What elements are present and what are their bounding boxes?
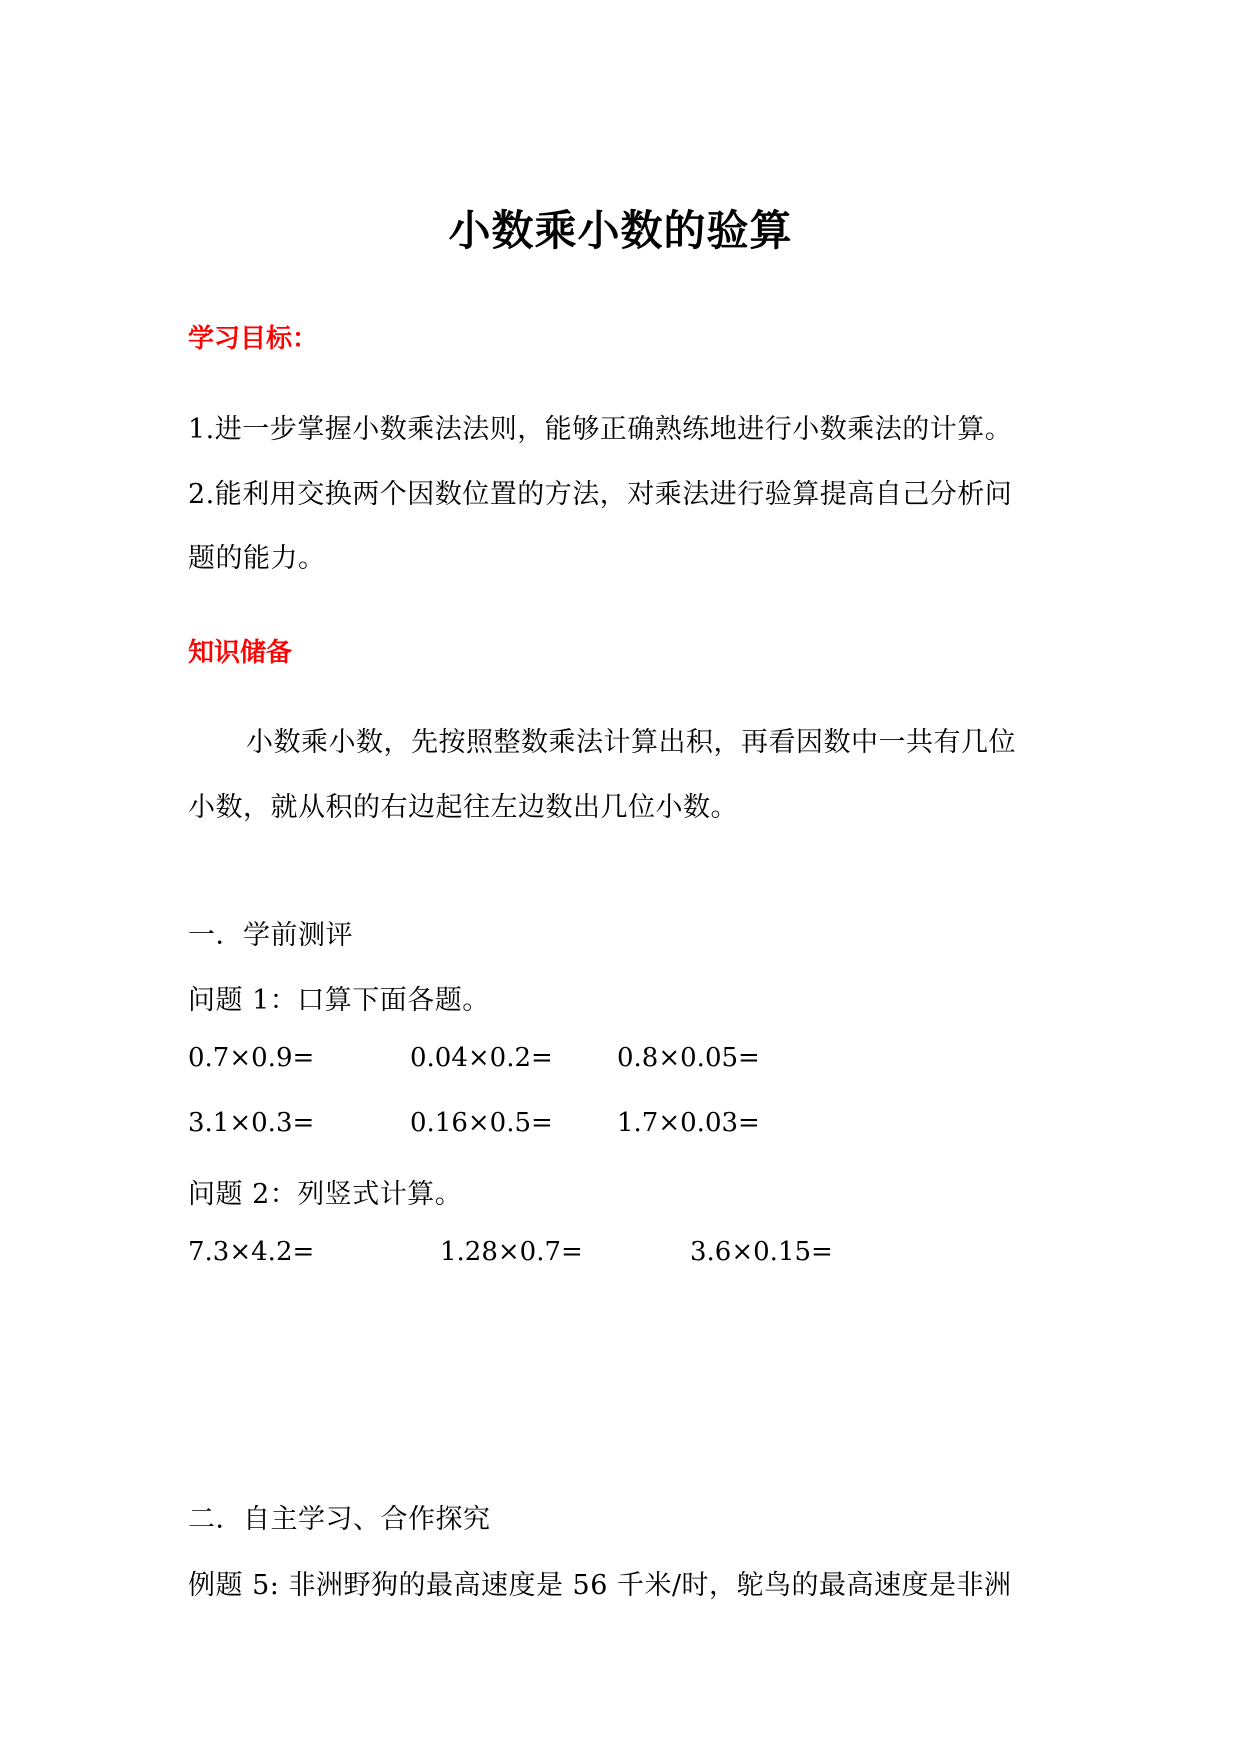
question-2: 问题 2：列竖式计算。 — [188, 1179, 463, 1210]
q2-item-2: 1.28×0.7= — [440, 1237, 583, 1267]
q1-item-4: 3.1×0.3= — [188, 1108, 315, 1138]
knowledge-line-1: 小数乘小数，先按照整数乘法计算出积，再看因数中一共有几位 — [246, 727, 1016, 758]
section1-heading: 一．学前测评 — [188, 920, 353, 951]
q1-item-3: 0.8×0.05= — [617, 1043, 760, 1073]
q1-item-6: 1.7×0.03= — [617, 1108, 760, 1138]
q1-item-1: 0.7×0.9= — [188, 1043, 315, 1073]
objective-line-1: 1.进一步掌握小数乘法法则，能够正确熟练地进行小数乘法的计算。 — [188, 414, 1013, 445]
example-5: 例题 5: 非洲野狗的最高速度是 56 千米/时，鸵鸟的最高速度是非洲 — [188, 1570, 1012, 1601]
q1-item-5: 0.16×0.5= — [410, 1108, 553, 1138]
objective-line-3: 题的能力。 — [188, 543, 326, 574]
objective-line-2: 2.能利用交换两个因数位置的方法，对乘法进行验算提高自己分析问 — [188, 479, 1013, 510]
objectives-heading: 学习目标： — [188, 324, 319, 354]
knowledge-line-2: 小数，就从积的右边起往左边数出几位小数。 — [188, 792, 738, 823]
q2-item-1: 7.3×4.2= — [188, 1237, 315, 1267]
section2-heading: 二．自主学习、合作探究 — [188, 1504, 491, 1535]
knowledge-heading: 知识储备 — [188, 638, 293, 668]
page-title: 小数乘小数的验算 — [448, 206, 793, 255]
q2-item-3: 3.6×0.15= — [690, 1237, 833, 1267]
q1-item-2: 0.04×0.2= — [410, 1043, 553, 1073]
question-1: 问题 1：口算下面各题。 — [188, 985, 490, 1016]
